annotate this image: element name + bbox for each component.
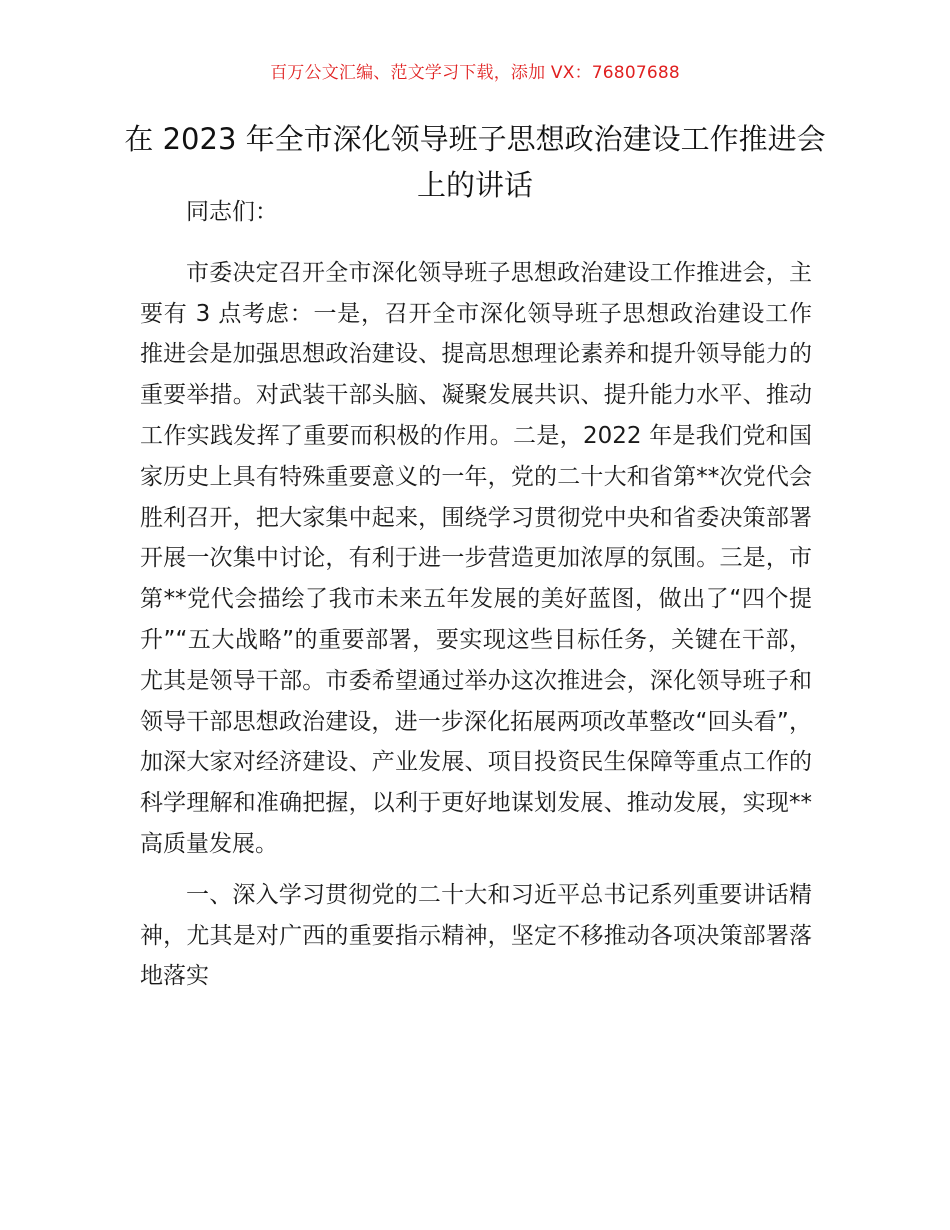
salutation: 同志们： — [186, 199, 278, 225]
paragraph-intro: 市委决定召开全市深化领导班子思想政治建设工作推进会，主要有 3 点考虑：一是，召开全市深化领导班子思想政治建设工作推进会是加强思想政治建设、提高思想理论素养和提升领导能力的重要举措。对武装干部头脑、凝聚发展共识、提升能力水平、推动工作实践发挥了重要而积极的作用。二是，2022 年是我们党和国家历史上具有特殊重要意义的一年，党的二十大和省第**次党代会胜利召开，把大家集中起来，围绕学习贯彻党中央和省委决策部署开展一次集中讨论，有利于进一步营造更加浓厚的氛围。三是，市第**党代会描绘了我市未来五年发展的美好蓝图，做出了“四个提升”“五大战略”的重要部署，要实现这些目标任务，关键在干部，尤其是领导干部。市委希望通过举办这次推进会，深化领导班子和领导干部思想政治建设，进一步深化拓展两项改革整改“回头看”，加深大家对经济建设、产业发展、项目投资民生保障等重点工作的科学理解和准确把握，以利于更好地谋划发展、推动发展，实现**高质量发展。 — [140, 259, 812, 857]
document-title: 在 2023 年全市深化领导班子思想政治建设工作推进会上的讲话 — [124, 122, 826, 202]
section-heading-1: 一、深入学习贯彻党的二十大和习近平总书记系列重要讲话精神，尤其是对广西的重要指示精神，坚定不移推动各项决策部署落地落实 — [140, 881, 812, 990]
document-body — [140, 192, 812, 1007]
download-notice: 百万公文汇编、范文学习下载，添加 VX：76807688 — [270, 63, 680, 83]
